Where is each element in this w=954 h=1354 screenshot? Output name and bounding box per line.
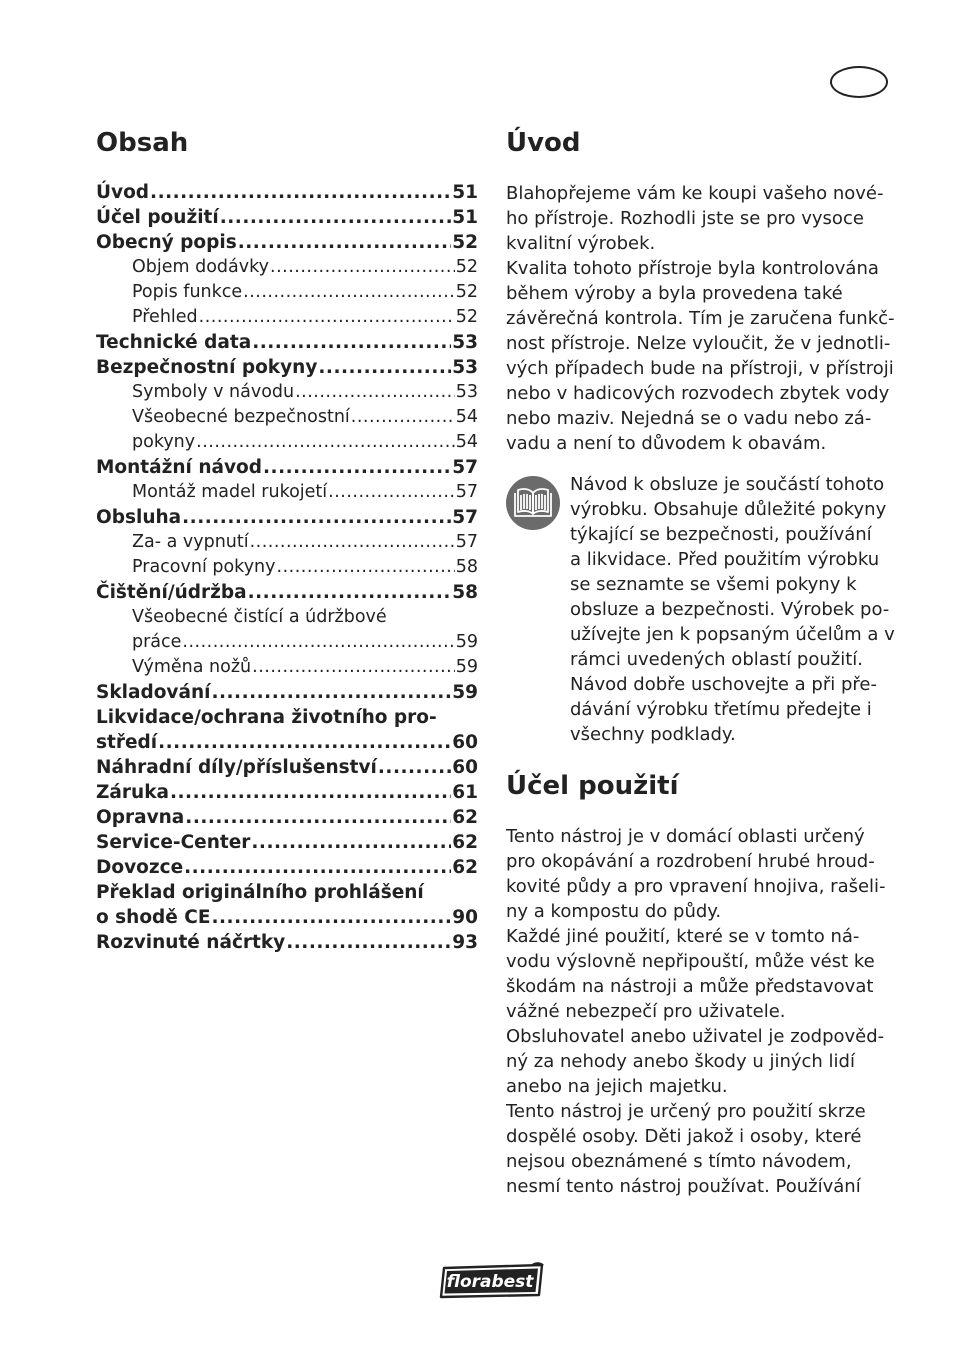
toc-entry[interactable]	[96, 380, 478, 405]
manual-note	[506, 472, 895, 752]
toc-entry-page: 52	[455, 257, 478, 277]
toc-entry-label: Výměna nožů	[132, 657, 252, 677]
toc-entry-page: 52	[455, 282, 478, 302]
toc-entry[interactable]	[96, 630, 478, 655]
text-line: kovité půdy a pro vpravení hnojiva, rašeli-	[506, 876, 886, 897]
toc-entry[interactable]	[96, 455, 478, 480]
text-line: vých případech bude na přístroji, v přístroji	[506, 358, 894, 379]
toc-title: Obsah	[96, 128, 189, 158]
toc-entry-label: Objem dodávky	[132, 257, 269, 277]
toc-entry-label: Překlad originálního prohlášení	[96, 882, 424, 903]
toc-leader-dots	[199, 305, 455, 330]
text-line: Kvalita tohoto přístroje byla kontrolována	[506, 258, 879, 279]
manual-note-text	[570, 472, 895, 747]
toc-entry-label: Service-Center	[96, 832, 251, 853]
toc-entry[interactable]	[96, 855, 478, 880]
text-line: vážné nebezpečí pro uživatele.	[506, 1001, 786, 1022]
toc-entry-label: Montáž madel rukojetí	[132, 482, 328, 502]
toc-entry-page: 54	[455, 432, 478, 452]
toc-entry-label: Symboly v návodu	[132, 382, 295, 402]
toc-entry[interactable]	[96, 355, 478, 380]
text-line: Návod k obsluze je součástí tohoto	[570, 474, 885, 495]
toc-leader-dots	[238, 230, 452, 255]
toc-entry[interactable]	[96, 780, 478, 805]
toc-entry[interactable]	[96, 480, 478, 505]
purpose-text	[506, 824, 892, 1199]
toc-entry-page: 62	[452, 857, 478, 878]
toc-entry-page: 90	[452, 907, 478, 928]
toc-entry[interactable]	[96, 430, 478, 455]
book-icon	[506, 476, 560, 530]
toc-entry[interactable]	[96, 580, 478, 605]
toc-entry-label: o shodě CE	[96, 907, 211, 928]
toc-entry[interactable]	[96, 330, 478, 355]
text-line: ny a kompostu do půdy.	[506, 901, 722, 922]
toc-entry-page: 57	[452, 507, 478, 528]
text-line: nebo maziv. Nejedná se o vadu nebo zá-	[506, 408, 872, 429]
toc-leader-dots	[270, 255, 455, 280]
toc-leader-dots	[248, 580, 452, 605]
toc-entry-page: 53	[452, 332, 478, 353]
toc-entry[interactable]	[96, 530, 478, 555]
toc-entry-label: Opravna	[96, 807, 185, 828]
toc-entry-label: Bezpečnostní pokyny	[96, 357, 318, 378]
text-line: Návod dobře uschovejte a při pře-	[570, 674, 877, 695]
text-line: obsluze a bezpečnosti. Výrobek po-	[570, 599, 890, 620]
text-line: ho přístroje. Rozhodli jste se pro vysoce	[506, 208, 864, 229]
toc-entry[interactable]	[96, 305, 478, 330]
toc-leader-dots	[182, 505, 451, 530]
toc-entry-page: 93	[452, 932, 478, 953]
toc-entry-page: 59	[452, 682, 478, 703]
text-line: kvalitní výrobek.	[506, 233, 656, 254]
toc-entry-label: Náhradní díly/příslušenství	[96, 757, 377, 778]
toc-entry-label: Záruka	[96, 782, 169, 803]
toc-entry-label: Likvidace/ochrana životního pro-	[96, 707, 437, 728]
toc-leader-dots	[378, 755, 451, 780]
toc-entry[interactable]	[96, 705, 478, 730]
text-line: dospělé osoby. Děti jakož i osoby, které	[506, 1126, 862, 1147]
toc-entry-label: Všeobecné čistící a údržbové	[132, 607, 387, 627]
toc-leader-dots	[150, 180, 451, 205]
toc-entry-page: 58	[455, 557, 478, 577]
toc-entry[interactable]	[96, 805, 478, 830]
toc-entry-page: 52	[452, 232, 478, 253]
text-line: ný za nehody anebo škody u jiných lidí	[506, 1051, 855, 1072]
toc-entry[interactable]	[96, 730, 478, 755]
toc-leader-dots	[351, 405, 455, 430]
toc-entry-label: Montážní návod	[96, 457, 263, 478]
text-line: nost přístroje. Nelze vyloučit, že v jednotli-	[506, 333, 891, 354]
toc-entry[interactable]	[96, 755, 478, 780]
toc-entry-page: 57	[452, 457, 478, 478]
text-line: užívejte jen k popsaným účelům a v	[570, 624, 895, 645]
text-line: Každé jiné použití, které se v tomto ná-	[506, 926, 860, 947]
text-line: rámci uvedených oblastí použití.	[570, 649, 864, 670]
toc-entry-label: pokyny	[132, 432, 196, 452]
toc-entry-page: 53	[455, 382, 478, 402]
toc-entry-label: práce	[132, 632, 182, 652]
toc-leader-dots	[251, 830, 451, 855]
toc-leader-dots	[252, 655, 455, 680]
text-line: Blahopřejeme vám ke koupi vašeho nové-	[506, 183, 884, 204]
toc-leader-dots	[185, 805, 451, 830]
text-line: závěrečná kontrola. Tím je zaručena funkč-	[506, 308, 895, 329]
text-line: všechny podklady.	[570, 724, 736, 745]
toc-entry-page: 52	[455, 307, 478, 327]
toc-leader-dots	[212, 905, 452, 930]
toc-leader-dots	[295, 380, 455, 405]
toc-entry[interactable]	[96, 180, 478, 205]
intro-text	[506, 181, 895, 456]
toc-entry[interactable]	[96, 905, 478, 930]
toc-entry[interactable]	[96, 555, 478, 580]
toc-leader-dots	[184, 855, 451, 880]
text-line: nebo v hadicových rozvodech zbytek vody	[506, 383, 890, 404]
florabest-logo	[438, 1262, 548, 1300]
text-line: škodám na nástroji a může představovat	[506, 976, 874, 997]
text-line: výrobku. Obsahuje důležité pokyny	[570, 499, 887, 520]
text-line: dávání výrobku třetímu předejte i	[570, 699, 872, 720]
toc-entry-page: 60	[452, 757, 478, 778]
toc-entry-label: Dovozce	[96, 857, 184, 878]
toc-entry[interactable]	[96, 505, 478, 530]
toc-entry-page: 51	[452, 182, 478, 203]
toc-list	[96, 180, 478, 955]
toc-entry[interactable]	[96, 405, 478, 430]
toc-leader-dots	[158, 730, 451, 755]
toc-entry[interactable]	[96, 830, 478, 855]
toc-leader-dots	[243, 280, 455, 305]
toc-entry-page: 61	[452, 782, 478, 803]
toc-entry-page: 54	[455, 407, 478, 427]
text-line: během výroby a byla provedena také	[506, 283, 843, 304]
toc-entry[interactable]	[96, 255, 478, 280]
toc-entry-label: Čištění/údržba	[96, 582, 247, 603]
toc-leader-dots	[252, 330, 451, 355]
toc-leader-dots	[277, 555, 455, 580]
toc-entry-label: Obsluha	[96, 507, 182, 528]
toc-entry-label: Účel použití	[96, 207, 219, 228]
toc-entry-label: Technické data	[96, 332, 252, 353]
toc-entry[interactable]	[96, 280, 478, 305]
toc-entry-label: Úvod	[96, 182, 150, 203]
text-line: a likvidace. Před použitím výrobku	[570, 549, 880, 570]
toc-entry-page: 57	[455, 532, 478, 552]
purpose-title: Účel použití	[506, 771, 679, 801]
toc-entry-page: 62	[452, 832, 478, 853]
language-indicator-oval	[830, 66, 888, 98]
toc-entry-page: 59	[455, 657, 478, 677]
toc-entry-page: 57	[455, 482, 478, 502]
toc-entry[interactable]	[96, 205, 478, 230]
toc-leader-dots	[318, 355, 451, 380]
toc-entry-label: Obecný popis	[96, 232, 237, 253]
text-line: týkající se bezpečnosti, používání	[570, 524, 872, 545]
toc-entry-label: Pracovní pokyny	[132, 557, 276, 577]
text-line: vadu a není to důvodem k obavám.	[506, 433, 827, 454]
toc-entry[interactable]	[96, 230, 478, 255]
toc-entry-label: Rozvinuté náčrtky	[96, 932, 286, 953]
toc-leader-dots	[286, 930, 451, 955]
toc-leader-dots	[182, 630, 454, 655]
toc-leader-dots	[211, 680, 451, 705]
table-of-contents	[96, 126, 478, 955]
toc-entry-label: Popis funkce	[132, 282, 243, 302]
toc-entry[interactable]	[96, 680, 478, 705]
text-line: vodu výslovně nepřipouští, může vést ke	[506, 951, 875, 972]
toc-leader-dots	[328, 480, 455, 505]
toc-entry-page: 59	[455, 632, 478, 652]
toc-entry-label: Skladování	[96, 682, 211, 703]
toc-entry-label: Za- a vypnutí	[132, 532, 249, 552]
logo-text: florabest	[446, 1272, 534, 1292]
text-line: nejsou obeznámené s tímto návodem,	[506, 1151, 852, 1172]
text-line: Tento nástroj je určený pro použití skrze	[506, 1101, 866, 1122]
toc-entry[interactable]	[96, 880, 478, 905]
toc-leader-dots	[263, 455, 451, 480]
text-line: Obsluhovatel anebo uživatel je zodpověd-	[506, 1026, 885, 1047]
text-line: se seznamte se všemi pokyny k	[570, 574, 857, 595]
right-column	[506, 126, 895, 1199]
toc-entry-label: středí	[96, 732, 158, 753]
toc-leader-dots	[196, 430, 455, 455]
toc-leader-dots	[170, 780, 451, 805]
toc-entry-page: 53	[452, 357, 478, 378]
text-line: Tento nástroj je v domácí oblasti určený	[506, 826, 865, 847]
toc-entry-page: 60	[452, 732, 478, 753]
text-line: anebo na jejich majetku.	[506, 1076, 728, 1097]
intro-title: Úvod	[506, 128, 581, 158]
toc-entry[interactable]	[96, 655, 478, 680]
toc-leader-dots	[220, 205, 452, 230]
toc-entry-label: Všeobecné bezpečnostní	[132, 407, 350, 427]
toc-entry-page: 51	[452, 207, 478, 228]
toc-leader-dots	[250, 530, 455, 555]
toc-entry[interactable]	[96, 605, 478, 630]
toc-entry[interactable]	[96, 930, 478, 955]
toc-entry-page: 62	[452, 807, 478, 828]
text-line: pro okopávání a rozdrobení hrubé hroud-	[506, 851, 875, 872]
toc-entry-page: 58	[452, 582, 478, 603]
toc-entry-label: Přehled	[132, 307, 198, 327]
text-line: nesmí tento nástroj používat. Používání	[506, 1176, 861, 1197]
